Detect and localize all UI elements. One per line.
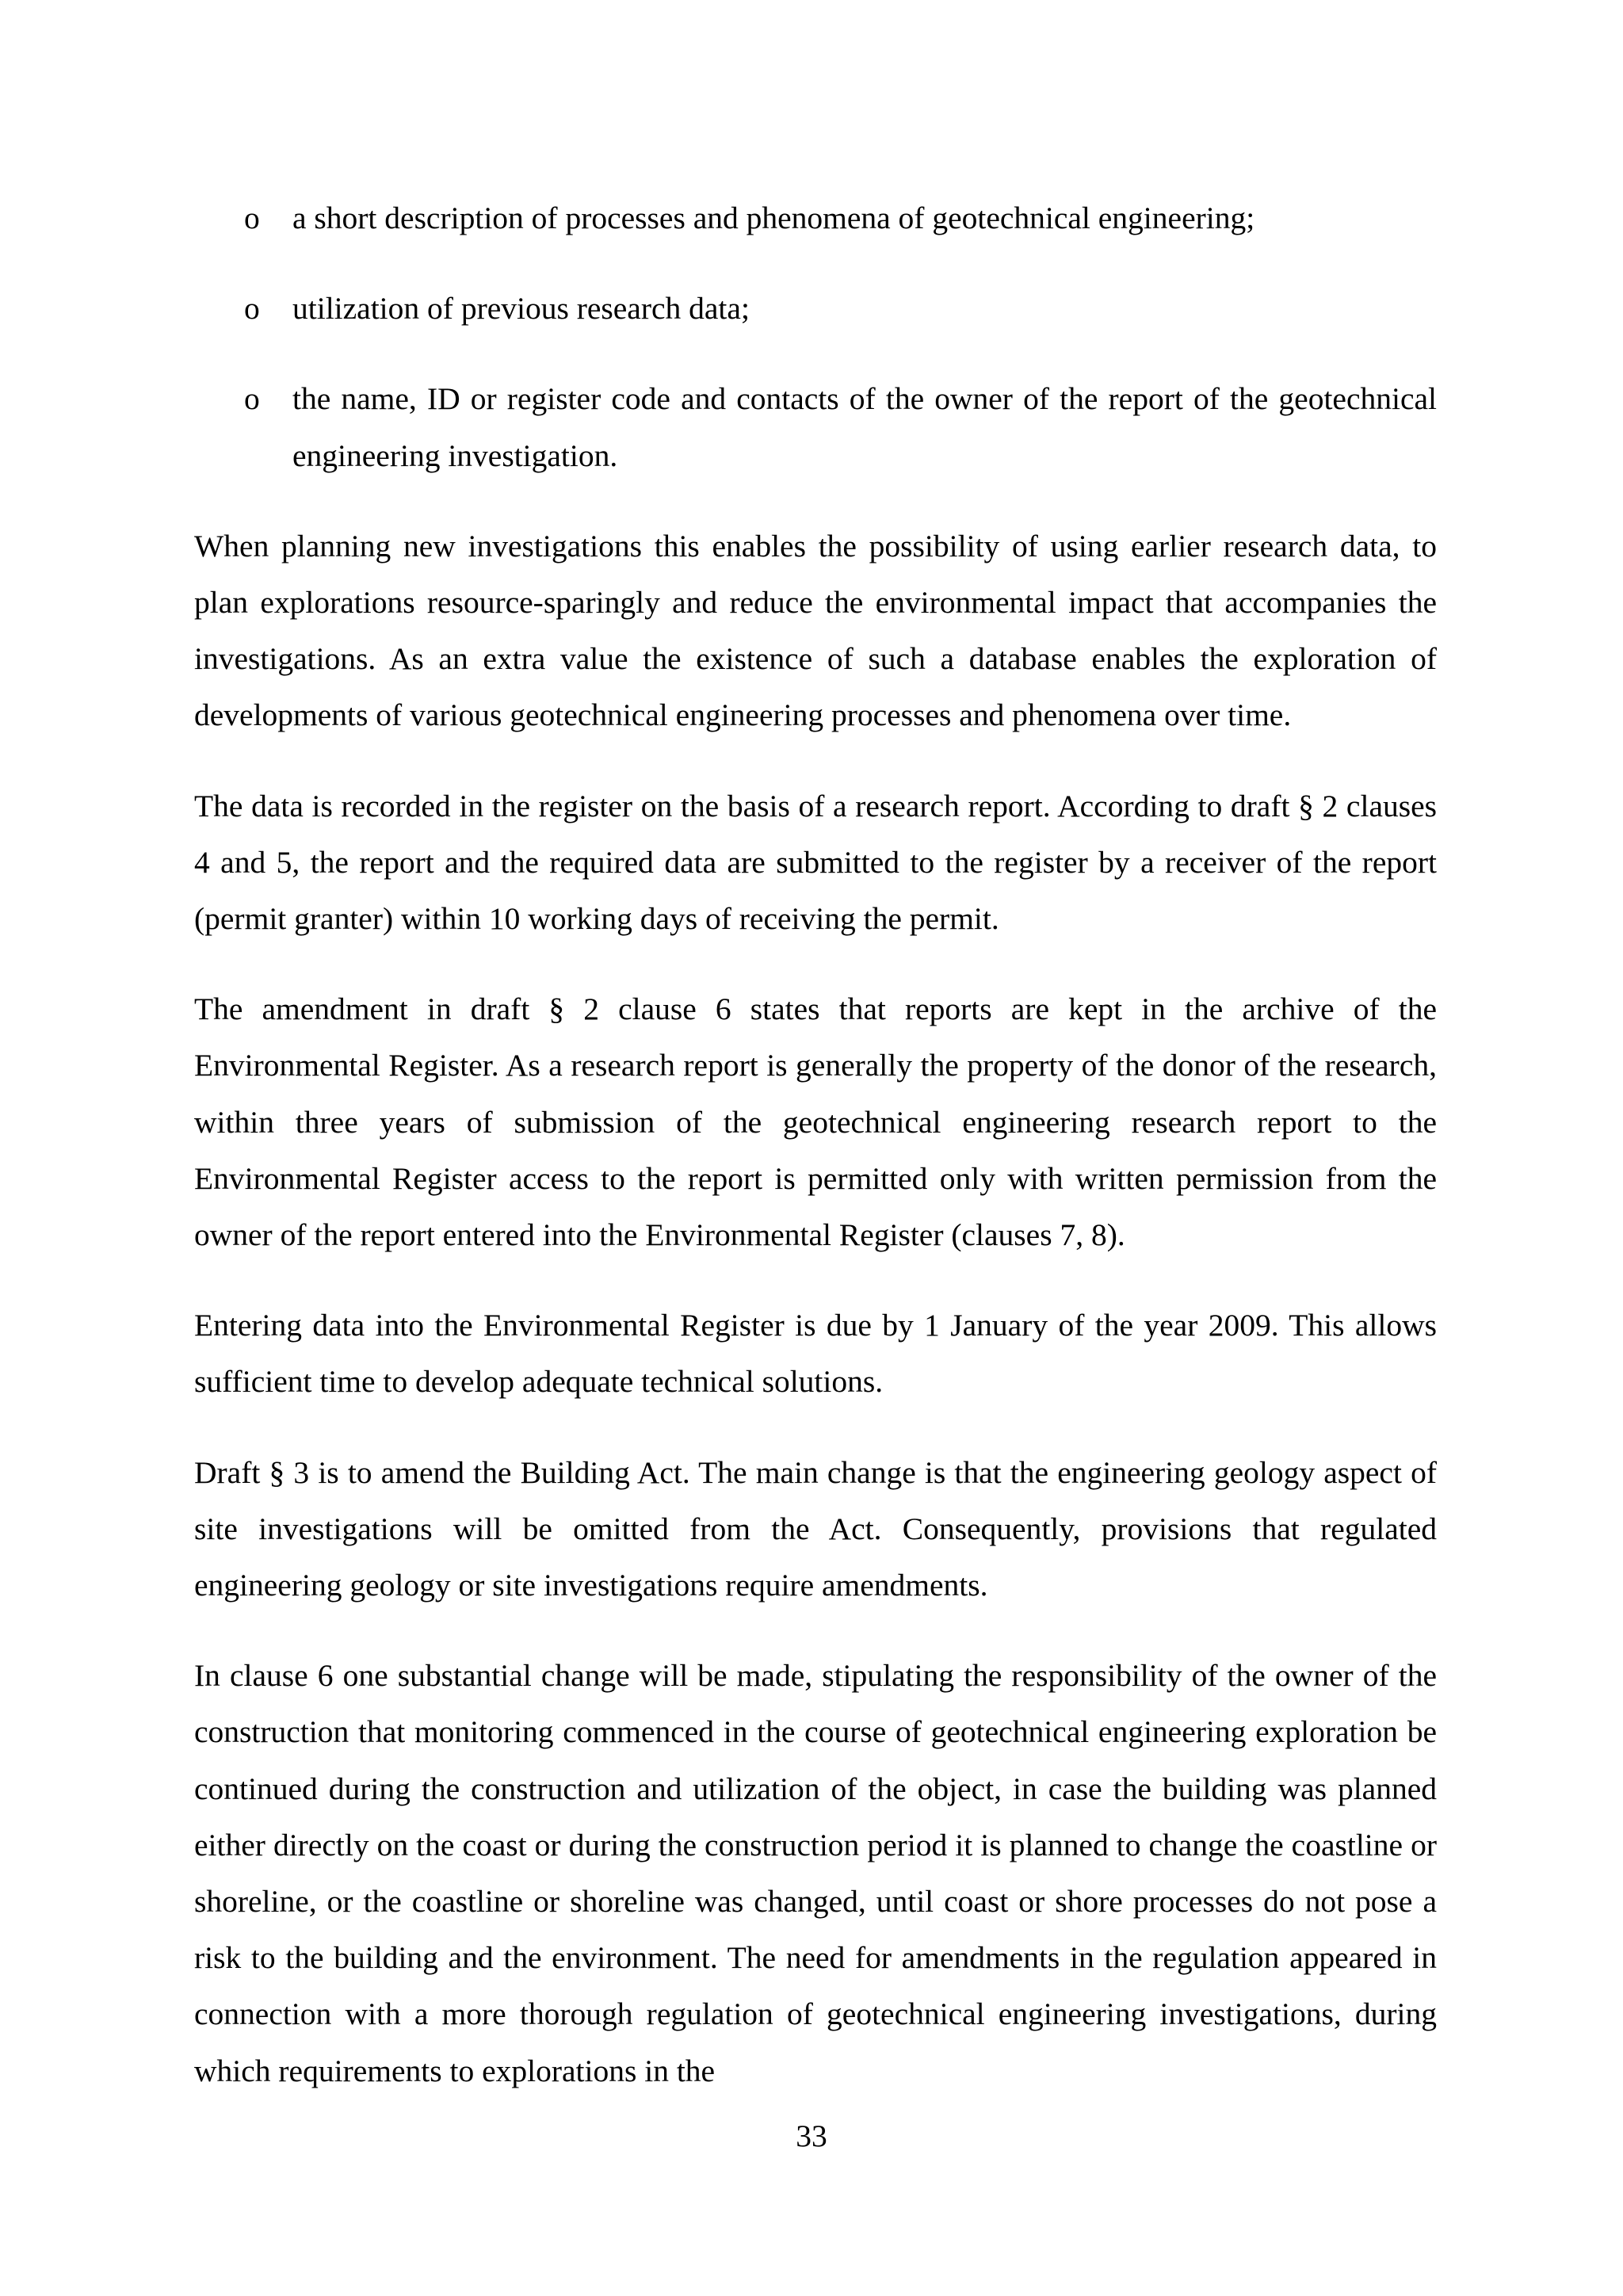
bullet-text: utilization of previous research data; bbox=[292, 291, 750, 327]
paragraph: The amendment in draft § 2 clause 6 states that reports are kept in the archive of the Environmental Register. As a research report is generally the property of the donor of the research, within three years of submission of the geotechnical engineering research report to the Environmental Register access to the report is permitted only with written permission from the owner of the report entered into the Environmental Register (clauses 7, 8). bbox=[194, 991, 1437, 1253]
paragraph: Entering data into the Environmental Register is due by 1 January of the year 2009. This allows sufficient time to develop adequate technical solutions. bbox=[194, 1308, 1437, 1400]
page-body bbox=[194, 190, 1437, 2134]
bullet-marker: o bbox=[244, 381, 260, 417]
bullet-text: the name, ID or register code and contacts of the owner of the report of the geotechnical engineering investigation. bbox=[292, 381, 1437, 473]
paragraph: The data is recorded in the register on the basis of a research report. According to draft § 2 clauses 4 and 5, the report and the required data are submitted to the register by a receiver of the report (permit granter) within 10 working days of receiving the permit. bbox=[194, 788, 1437, 937]
paragraph: When planning new investigations this enables the possibility of using earlier research data, to plan explorations resource-sparingly and reduce the environmental impact that accompanies the investigations. As an extra value the existence of such a database enables the exploration of developments of various geotechnical engineering processes and phenomena over time. bbox=[194, 528, 1437, 733]
bullet-marker: o bbox=[244, 291, 260, 327]
page-number: 33 bbox=[796, 2118, 827, 2153]
paragraph: Draft § 3 is to amend the Building Act. The main change is that the engineering geology aspect of site investigations will be omitted from the Act. Consequently, provisions that regulated engineering geology or site investigations require amendments. bbox=[194, 1454, 1437, 1603]
list-item bbox=[194, 190, 1437, 246]
bullet-list bbox=[194, 190, 1437, 484]
bullet-text: a short description of processes and phenomena of geotechnical engineering; bbox=[292, 201, 1255, 235]
list-item bbox=[194, 371, 1437, 483]
bullet-marker: o bbox=[244, 201, 260, 235]
list-item bbox=[194, 281, 1437, 337]
paragraph: In clause 6 one substantial change will be made, stipulating the responsibility of the owner of the construction that monitoring commenced in the course of geotechnical engineering exploration be continued during the construction and utilization of the object, in case the building was planned either directly on the coast or during the construction period it is planned to change the coastline or shoreline, or the coastline or shoreline was changed, until coast or shore processes do not pose a risk to the building and the environment. The need for amendments in the regulation appeared in connection with a more thorough regulation of geotechnical engineering investigations, during which requirements to explorations in the bbox=[194, 1658, 1437, 2088]
